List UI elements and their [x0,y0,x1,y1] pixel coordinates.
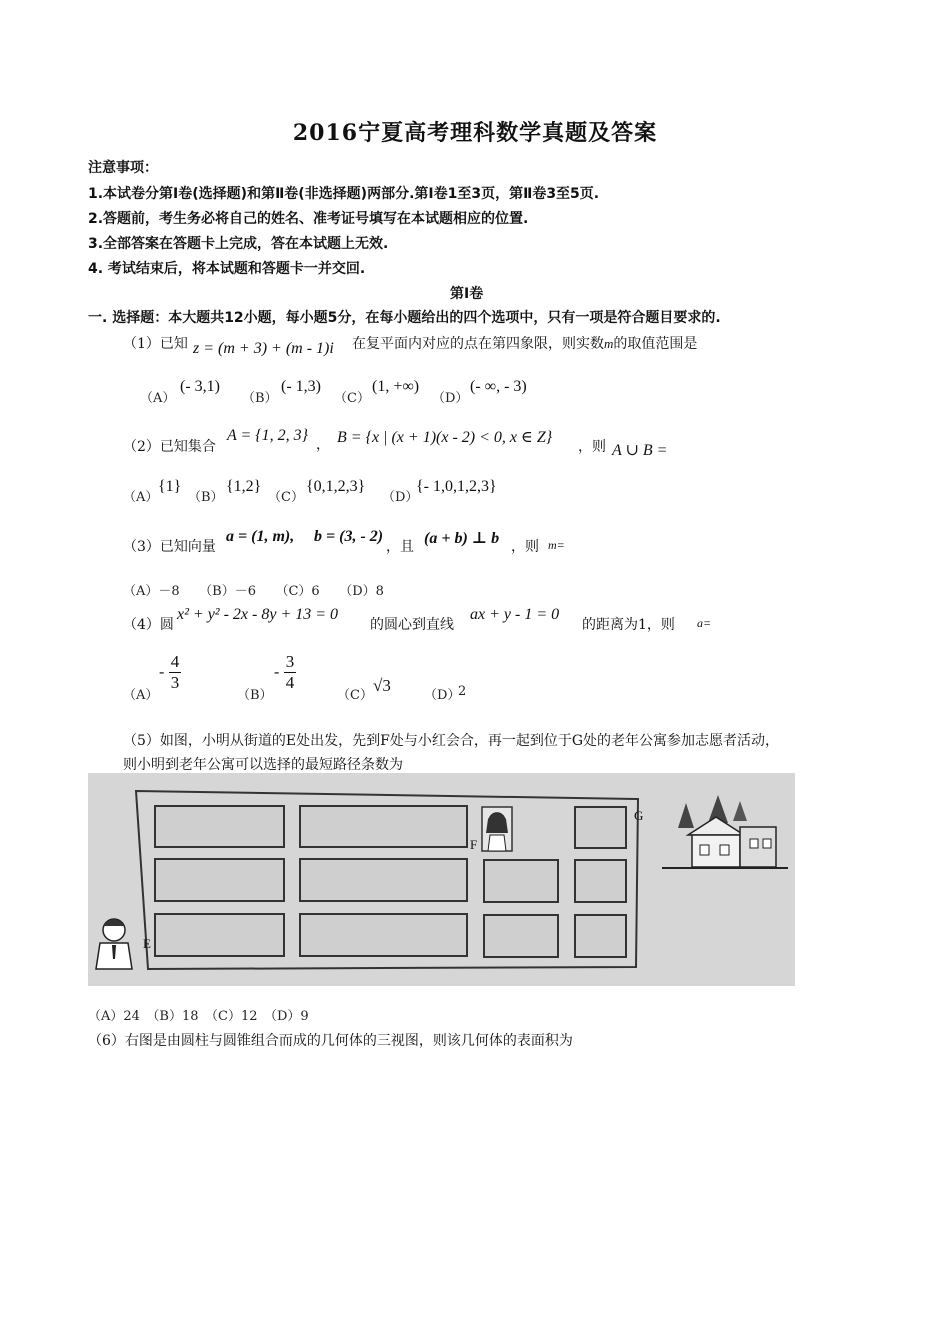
point-e-label: E [143,936,151,951]
point-g-label: G [634,808,644,823]
q1-option-d: (- ∞, - 3) [470,378,527,395]
q1-option-c-label: （C） [334,391,370,406]
q1-option-a-label: （A） [140,391,176,406]
q4-option-b-den: 4 [285,673,295,692]
q2-option-c-label: （C） [268,490,304,505]
block [155,914,284,956]
q4-option-a [159,652,181,693]
q2-option-d: {- 1,0,1,2,3} [416,478,497,495]
q2-option-a: {1} [158,478,182,495]
q1-option-a: (- 3,1) [180,378,220,395]
block [575,860,626,902]
q1-option-b: (- 1,3) [281,378,321,395]
senior-apartment-house [662,795,788,868]
volume-heading: 第Ⅰ卷 [450,286,484,302]
q3-vector-b: b = (3, - 2) [314,528,384,545]
q2-prefix: （2）已知集合 [123,439,216,455]
q4-option-b-sign: - [274,663,280,681]
q4-option-b [274,652,296,693]
q3-condition: (a + b) ⊥ b [424,530,500,547]
q2-option-b-label: （B） [188,490,224,505]
q3-options: （A）－8 （B）－6 （C）6 （D）8 [123,584,384,599]
notes-item-2: 2.答题前，考生务必将自己的姓名、准考证号填写在本试题相应的位置. [88,211,529,227]
q5-options: （A）24 （B）18 （C）12 （D）9 [88,1009,309,1024]
q4-tail: 的距离为1，则 [582,617,675,633]
q2-option-b: {1,2} [226,478,262,495]
block [300,914,467,956]
q2-set-b: B = {x | (x + 1)(x - 2) < 0, x ∈ Z} [337,429,553,446]
q2-set-a: A = {1, 2, 3} [227,427,309,444]
block [300,806,467,847]
q4-option-a-den: 3 [170,673,180,692]
q4-line-equation: ax + y - 1 = 0 [470,606,560,623]
q4-option-b-label: （B） [237,688,273,703]
q4-option-a-num: 4 [170,652,180,671]
q5-line-2: 则小明到老年公寓可以选择的最短路径条数为 [123,757,403,773]
block [300,859,467,901]
q4-option-b-num: 3 [285,652,295,671]
q4-option-a-fraction [169,652,182,693]
notes-item-4: 4. 考试结束后，将本试题和答题卡一并交回. [88,261,366,277]
q6-text: （6）右图是由圆柱与圆锥组合而成的几何体的三视图，则该几何体的表面积为 [88,1033,573,1049]
block [155,859,284,901]
block [484,915,558,957]
notes-item-3: 3.全部答案在答题卡上完成，答在本试题上无效. [88,236,389,252]
q3-vector-a: a = (1, m), [226,528,295,545]
q1-suffix: 在复平面内对应的点在第四象限，则实数m的取值范围是 [352,336,698,352]
q4-prefix: （4）圆 [123,617,174,633]
q1-option-d-label: （D） [432,391,469,406]
q4-option-c-label: （C） [337,688,373,703]
section-heading: 一. 选择题：本大题共12小题，每小题5分，在每小题给出的四个选项中，只有一项是符合题目要求的. [88,310,721,326]
q2-expr: A ∪ B = [612,442,668,459]
q2-option-a-label: （A） [123,490,159,505]
q4-option-b-fraction [284,652,297,693]
block [484,860,558,902]
q4-option-c: √3 [373,676,391,695]
q3-prefix: （3）已知向量 [123,539,216,555]
block [575,915,626,957]
point-f-label: F [470,837,478,852]
q1-option-c: (1, +∞) [372,378,420,395]
q3-then: ，则 [511,539,539,555]
q1-formula: z = (m + 3) + (m - 1)i [193,340,334,357]
q1-prefix: （1）已知 [123,336,188,352]
boy-figure [96,919,132,969]
q4-circle-equation: x² + y² - 2x - 8y + 13 = 0 [177,606,339,623]
q3-and: ，且 [386,539,414,555]
q4-mid: 的圆心到直线 [370,617,454,633]
q4-option-a-sign: - [159,663,165,681]
street-map-figure [88,773,795,986]
q2-option-d-label: （D） [382,490,419,505]
q4-ask: a= [697,616,712,630]
page-title: 2016宁夏高考理科数学真题及答案 [292,120,658,146]
street-grid-svg [88,773,795,986]
q4-option-a-label: （A） [123,688,159,703]
notes-item-1: 1.本试卷分第Ⅰ卷(选择题)和第Ⅱ卷(非选择题)两部分.第Ⅰ卷1至3页，第Ⅱ卷3至5页. [88,186,600,202]
q2-comma: ， [316,437,330,453]
q2-option-c: {0,1,2,3} [306,478,366,495]
q2-then: ，则 [578,439,606,455]
q4-option-d-label: （D） [424,688,461,703]
block [155,806,284,847]
girl-figure [482,807,512,851]
q4-option-d: 2 [458,684,467,699]
block [575,807,626,848]
q5-line-1: （5）如图，小明从街道的E处出发，先到F处与小红会合，再一起到位于G处的老年公寓参加志愿者活动， [123,733,780,749]
q3-ask: m= [548,538,565,552]
notes-heading: 注意事项： [88,160,158,176]
q1-option-b-label: （B） [242,391,278,406]
